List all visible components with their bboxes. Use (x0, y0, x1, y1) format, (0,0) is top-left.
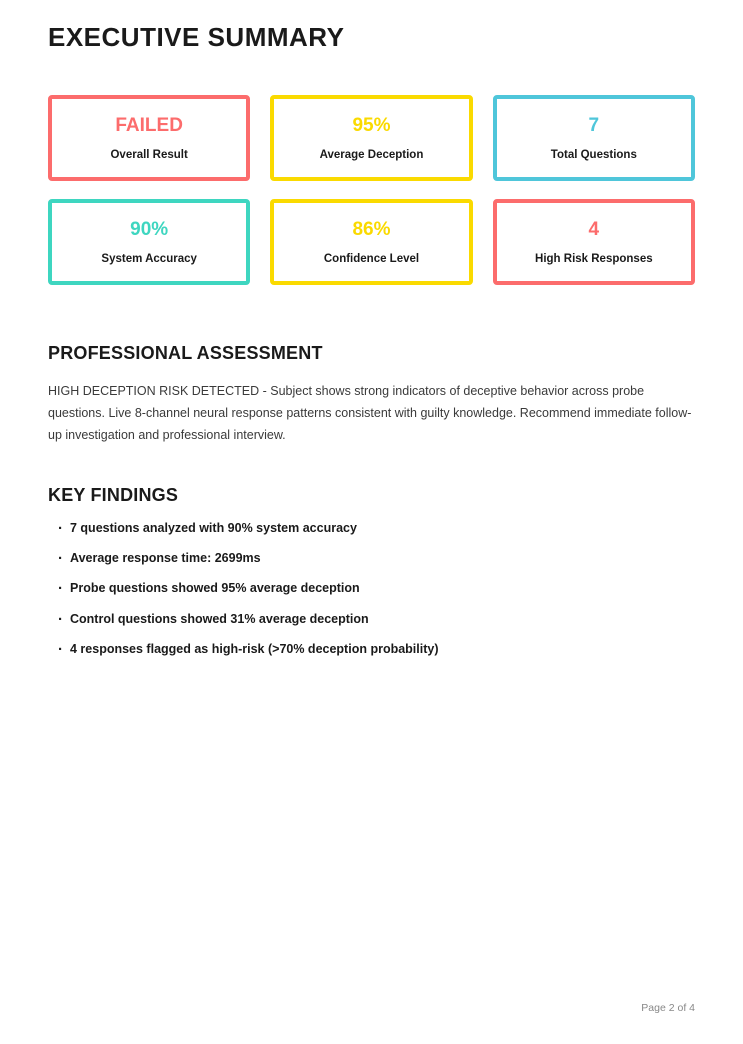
metric-value: 95% (352, 114, 391, 136)
list-item: · 4 responses flagged as high-risk (>70% deception probability) (48, 641, 695, 657)
assessment-heading: PROFESSIONAL ASSESSMENT (48, 343, 323, 364)
summary-metrics-grid (48, 95, 695, 285)
metric-card-system-accuracy (48, 199, 250, 285)
metric-label: High Risk Responses (535, 252, 653, 265)
assessment-body: HIGH DECEPTION RISK DETECTED - Subject shows strong indicators of deceptive behavior across probe questions. Live 8-channel neural response patterns consistent with guilty knowledge. Recommend immediate follow-up investigation and professional interview. (48, 384, 692, 442)
metric-label: Total Questions (550, 148, 637, 161)
metric-value: FAILED (115, 114, 183, 136)
metric-card-average-deception (270, 95, 472, 181)
metric-card-confidence-level (270, 199, 472, 285)
metric-value: 4 (588, 218, 600, 240)
list-item: · 7 questions analyzed with 90% system accuracy (48, 520, 695, 536)
metric-label: System Accuracy (101, 252, 197, 265)
metric-value: 7 (588, 114, 600, 136)
metric-value: 86% (352, 218, 391, 240)
metric-label: Average Deception (319, 148, 424, 161)
list-item: · Control questions showed 31% average deception (48, 611, 695, 627)
metric-label: Confidence Level (323, 252, 420, 265)
findings-heading: KEY FINDINGS (48, 484, 179, 505)
list-item: · Probe questions showed 95% average deception (48, 580, 695, 596)
list-item: · Average response time: 2699ms (48, 550, 695, 566)
page-footer: Page 2 of 4 (641, 1002, 695, 1014)
metric-label: Overall Result (110, 148, 188, 161)
metric-value: 90% (130, 218, 169, 240)
key-findings-section (48, 485, 695, 657)
findings-list (48, 520, 695, 657)
metric-card-high-risk-responses (493, 199, 695, 285)
page-title: EXECUTIVE SUMMARY (48, 22, 345, 52)
metric-card-total-questions (493, 95, 695, 181)
metric-card-overall-result (48, 95, 250, 181)
professional-assessment-section (48, 343, 695, 447)
